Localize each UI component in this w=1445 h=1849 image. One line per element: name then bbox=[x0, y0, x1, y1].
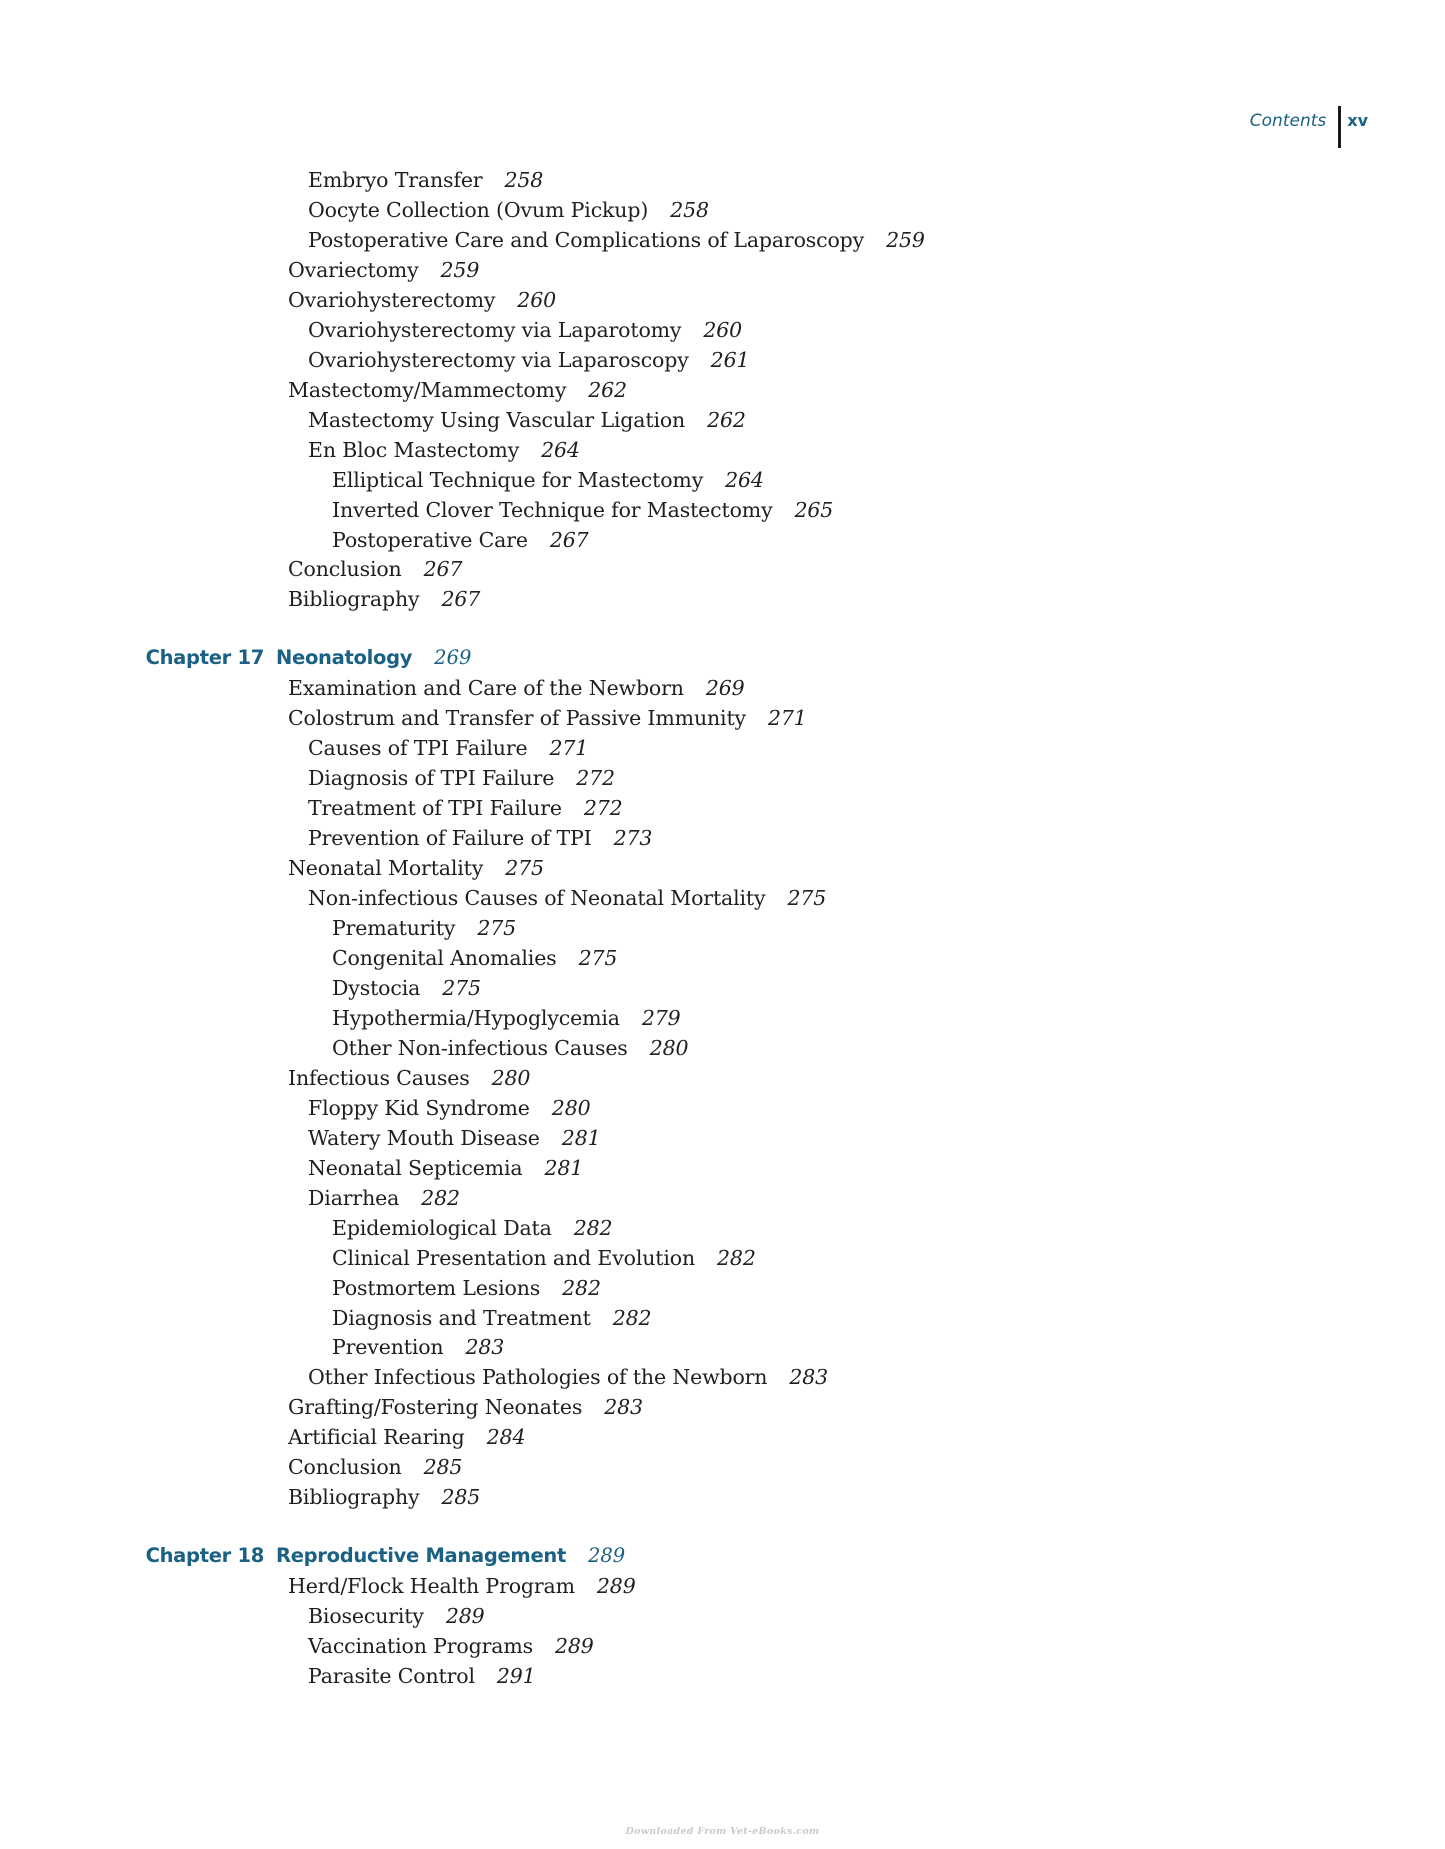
toc-entry-level-1[interactable] bbox=[0, 1422, 525, 1452]
toc-entry-page-number: 280 bbox=[551, 1095, 591, 1120]
toc-entry-title: Epidemiological Data bbox=[332, 1215, 552, 1240]
toc-entry-title: Infectious Causes bbox=[288, 1065, 470, 1090]
toc-entry-title: Treatment of TPI Failure bbox=[308, 796, 562, 821]
footer-watermark: Downloaded From Vet-eBooks.com bbox=[625, 1826, 820, 1837]
toc-entry-page-number: 262 bbox=[588, 377, 627, 402]
toc-entry-level-1[interactable] bbox=[0, 554, 462, 584]
toc-entry-level-1[interactable] bbox=[0, 853, 544, 883]
toc-entry-page-number: 258 bbox=[504, 168, 544, 192]
toc-entry-title: Other Infectious Pathologies of the Newborn bbox=[308, 1365, 768, 1390]
toc-entry-level-2[interactable] bbox=[0, 733, 588, 763]
chapter-title: Neonatology bbox=[276, 646, 413, 670]
toc-entry-page-number: 275 bbox=[505, 856, 544, 881]
toc-entry-title: Vaccination Programs bbox=[308, 1634, 533, 1659]
toc-entry-title: Ovariohysterectomy via Laparoscopy bbox=[308, 347, 689, 372]
toc-entry-level-2[interactable] bbox=[0, 793, 623, 823]
toc-entry-level-1[interactable] bbox=[0, 1571, 636, 1601]
toc-entry-title: Mastectomy/Mammectomy bbox=[288, 377, 567, 402]
toc-entry-title: Other Non-infectious Causes bbox=[332, 1035, 628, 1060]
toc-entry-level-1[interactable] bbox=[0, 255, 479, 285]
toc-entry-level-2[interactable] bbox=[0, 883, 826, 913]
toc-entry-page-number: 282 bbox=[717, 1245, 756, 1270]
toc-entry-page-number: 282 bbox=[562, 1275, 601, 1300]
toc-entry-level-3[interactable] bbox=[0, 525, 589, 555]
toc-entry-page-number: 275 bbox=[578, 946, 618, 970]
toc-entry-page-number: 275 bbox=[477, 916, 517, 941]
toc-entry-level-2[interactable] bbox=[0, 225, 925, 255]
toc-entry-page-number: 291 bbox=[496, 1664, 536, 1689]
toc-entry-title: Parasite Control bbox=[308, 1664, 475, 1689]
toc-entry-level-2[interactable] bbox=[0, 405, 746, 435]
chapter-heading[interactable] bbox=[0, 1541, 625, 1571]
toc-entry-level-2[interactable] bbox=[0, 1601, 485, 1631]
toc-entry-title: Floppy Kid Syndrome bbox=[308, 1095, 530, 1120]
toc-entry-page-number: 282 bbox=[421, 1185, 460, 1210]
toc-entry-page-number: 283 bbox=[465, 1335, 505, 1360]
toc-entry-page-number: 289 bbox=[445, 1604, 485, 1629]
toc-entry-page-number: 273 bbox=[613, 826, 653, 851]
toc-entry-page-number: 261 bbox=[710, 347, 750, 372]
toc-entry-page-number: 271 bbox=[549, 736, 589, 761]
toc-entry-level-3[interactable] bbox=[0, 1243, 756, 1273]
toc-entry-page-number: 271 bbox=[767, 706, 807, 731]
toc-entry-page-number: 279 bbox=[641, 1005, 681, 1030]
toc-entry-level-2[interactable] bbox=[0, 1183, 460, 1213]
toc-entry-title: Neonatal Mortality bbox=[288, 856, 484, 881]
toc-entry-level-2[interactable] bbox=[0, 1661, 536, 1691]
toc-entry-page-number: 281 bbox=[561, 1125, 601, 1150]
toc-entry-title: Neonatal Septicemia bbox=[308, 1155, 523, 1180]
toc-entry-level-2[interactable] bbox=[0, 1153, 583, 1183]
toc-entry-title: Prevention of Failure of TPI bbox=[308, 826, 592, 851]
toc-entry-page-number: 284 bbox=[486, 1425, 526, 1450]
toc-entry-level-2[interactable] bbox=[0, 1362, 828, 1392]
toc-entry-page-number: 275 bbox=[787, 886, 827, 911]
toc-entry-title: Prematurity bbox=[332, 916, 456, 941]
toc-entry-title: Clinical Presentation and Evolution bbox=[332, 1245, 696, 1270]
toc-entry-level-1[interactable] bbox=[0, 1452, 462, 1482]
toc-entry-page-number: 280 bbox=[491, 1065, 531, 1090]
chapter-page-number: 289 bbox=[587, 1544, 626, 1568]
toc-entry-level-2[interactable] bbox=[0, 165, 543, 195]
toc-entry-level-2[interactable] bbox=[0, 345, 749, 375]
toc-entry-page-number: 267 bbox=[441, 587, 481, 612]
running-head-label: Contents bbox=[1249, 111, 1327, 131]
toc-entry-title: Herd/Flock Health Program bbox=[288, 1574, 575, 1599]
toc-entry-level-3[interactable] bbox=[0, 1003, 681, 1033]
toc-entry-page-number: 289 bbox=[596, 1574, 636, 1599]
toc-entry-page-number: 267 bbox=[549, 527, 589, 552]
toc-entry-title: Conclusion bbox=[288, 557, 402, 582]
toc-entry-page-number: 283 bbox=[604, 1395, 643, 1420]
toc-entry-title: Postoperative Care bbox=[332, 527, 528, 552]
toc-entry-level-2[interactable] bbox=[0, 1093, 590, 1123]
toc-entry-page-number: 282 bbox=[573, 1215, 613, 1240]
toc-entry-title: Non-infectious Causes of Neonatal Mortality bbox=[308, 886, 766, 911]
toc-entry-page-number: 283 bbox=[789, 1365, 829, 1390]
running-head-page-number: xv bbox=[1347, 111, 1368, 130]
toc-entry-title: En Bloc Mastectomy bbox=[308, 437, 520, 462]
toc-entry-page-number: 258 bbox=[670, 197, 709, 222]
toc-entry-level-3[interactable] bbox=[0, 495, 833, 525]
toc-entry-level-1[interactable] bbox=[0, 584, 480, 614]
toc-entry-page-number: 264 bbox=[725, 467, 764, 492]
toc-entry-title: Postoperative Care and Complications of Laparoscopy bbox=[308, 227, 865, 252]
toc-entry-title: Examination and Care of the Newborn bbox=[288, 676, 684, 701]
toc-entry-title: Hypothermia/Hypoglycemia bbox=[332, 1005, 620, 1030]
toc-entry-page-number: 289 bbox=[554, 1634, 594, 1659]
toc-entry-level-3[interactable] bbox=[0, 1033, 688, 1063]
toc-entry-title: Ovariohysterectomy bbox=[288, 287, 496, 312]
toc-entry-page-number: 281 bbox=[544, 1155, 584, 1180]
toc-entry-page-number: 272 bbox=[576, 766, 615, 791]
toc-entry-level-2[interactable] bbox=[0, 315, 742, 345]
toc-entry-title: Conclusion bbox=[288, 1455, 402, 1480]
toc-entry-page-number: 282 bbox=[612, 1305, 652, 1330]
toc-entry-page-number: 275 bbox=[442, 975, 481, 1000]
toc-entry-title: Bibliography bbox=[288, 587, 420, 612]
toc-entry-level-2[interactable] bbox=[0, 1631, 594, 1661]
toc-entry-level-1[interactable] bbox=[0, 1392, 643, 1422]
toc-entry-page-number: 269 bbox=[705, 676, 745, 701]
toc-entry-level-1[interactable] bbox=[0, 285, 556, 315]
toc-entry-level-3[interactable] bbox=[0, 1213, 612, 1243]
toc-entry-level-3[interactable] bbox=[0, 973, 481, 1003]
toc-entry-title: Dystocia bbox=[332, 975, 421, 1000]
toc-entry-page-number: 264 bbox=[541, 437, 580, 462]
toc-entry-page-number: 272 bbox=[583, 796, 623, 821]
toc-entry-page-number: 259 bbox=[440, 257, 480, 282]
toc-entry-title: Watery Mouth Disease bbox=[308, 1125, 540, 1150]
toc-entry-level-2[interactable] bbox=[0, 195, 709, 225]
toc-entry-level-3[interactable] bbox=[0, 1303, 651, 1333]
toc-entry-level-3[interactable] bbox=[0, 1273, 601, 1303]
toc-entry-page-number: 259 bbox=[886, 227, 925, 252]
toc-entry-page-number: 285 bbox=[423, 1455, 463, 1480]
toc-entry-level-2[interactable] bbox=[0, 823, 652, 853]
toc-entry-level-1[interactable] bbox=[0, 1482, 480, 1512]
toc-entry-title: Ovariectomy bbox=[288, 257, 419, 282]
toc-entry-title: Embryo Transfer bbox=[308, 168, 483, 192]
toc-entry-level-3[interactable] bbox=[0, 1332, 504, 1362]
toc-entry-title: Diagnosis of TPI Failure bbox=[308, 766, 555, 791]
chapter-number: Chapter 18 bbox=[145, 1544, 264, 1568]
toc-entry-title: Elliptical Technique for Mastectomy bbox=[332, 467, 704, 492]
toc-entry-title: Postmortem Lesions bbox=[332, 1275, 541, 1300]
toc-entry-page-number: 285 bbox=[441, 1485, 481, 1510]
toc-entry-title: Prevention bbox=[332, 1335, 444, 1360]
chapter-page-number: 269 bbox=[434, 646, 472, 670]
toc-entry-title: Grafting/Fostering Neonates bbox=[288, 1395, 583, 1420]
toc-entry-level-3[interactable] bbox=[0, 913, 516, 943]
toc-entry-title: Diarrhea bbox=[308, 1185, 400, 1210]
toc-entry-level-1[interactable] bbox=[0, 375, 627, 405]
toc-entry-page-number: 265 bbox=[794, 497, 834, 522]
toc-entry-title: Oocyte Collection (Ovum Pickup) bbox=[308, 197, 649, 222]
toc-entry-title: Ovariohysterectomy via Laparotomy bbox=[308, 317, 682, 342]
toc-entry-level-2[interactable] bbox=[0, 435, 580, 465]
toc-entry-title: Biosecurity bbox=[308, 1604, 424, 1629]
toc-entry-level-3[interactable] bbox=[0, 943, 617, 973]
toc-entry-page-number: 280 bbox=[649, 1035, 689, 1060]
toc-entry-title: Bibliography bbox=[288, 1485, 420, 1510]
toc-entry-level-1[interactable] bbox=[0, 673, 745, 703]
toc-entry-level-1[interactable] bbox=[0, 1063, 530, 1093]
toc-entry-page-number: 260 bbox=[517, 287, 556, 312]
toc-entry-page-number: 262 bbox=[707, 407, 746, 432]
toc-entry-title: Congenital Anomalies bbox=[332, 946, 557, 970]
chapter-title: Reproductive Management bbox=[276, 1544, 566, 1568]
chapter-heading[interactable] bbox=[0, 643, 471, 673]
toc-entry-title: Colostrum and Transfer of Passive Immunity bbox=[288, 706, 746, 731]
toc-entry-page-number: 267 bbox=[423, 557, 463, 582]
toc-entry-level-2[interactable] bbox=[0, 763, 615, 793]
toc-entry-page-number: 260 bbox=[703, 317, 743, 342]
toc-entry-title: Causes of TPI Failure bbox=[308, 736, 528, 761]
running-head bbox=[1250, 106, 1368, 148]
toc-entry-title: Artificial Rearing bbox=[288, 1425, 465, 1450]
chapter-number: Chapter 17 bbox=[145, 646, 264, 670]
toc-entry-title: Inverted Clover Technique for Mastectomy bbox=[332, 497, 773, 522]
toc-entry-title: Mastectomy Using Vascular Ligation bbox=[308, 407, 686, 432]
toc-entry-level-2[interactable] bbox=[0, 1123, 600, 1153]
toc-entry-level-1[interactable] bbox=[0, 703, 807, 733]
toc-entry-title: Diagnosis and Treatment bbox=[332, 1305, 591, 1330]
toc-entry-level-3[interactable] bbox=[0, 465, 764, 495]
